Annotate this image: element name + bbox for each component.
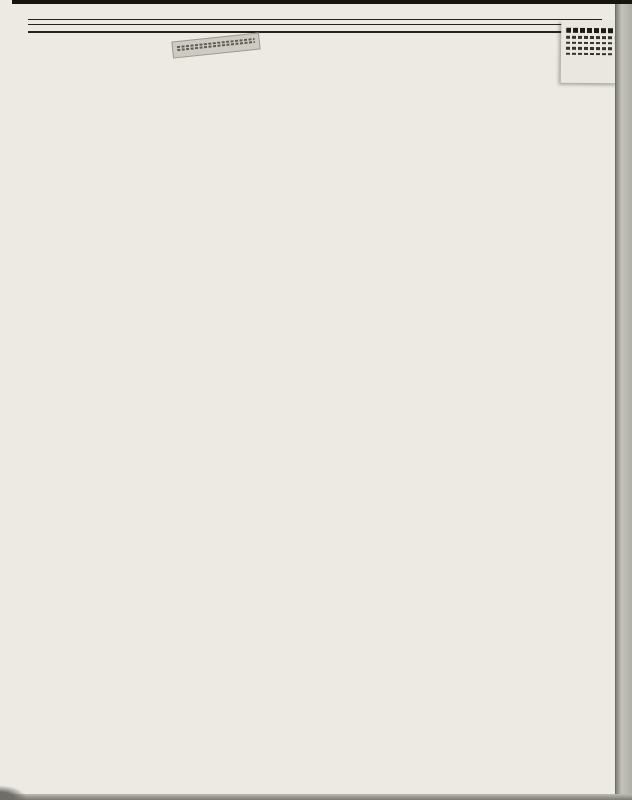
proprietor-rule [28,24,602,25]
classified-columns [28,106,602,794]
fragment-text-line [566,41,614,44]
masthead [28,0,602,33]
scan-right-edge [615,0,632,800]
scan-top-edge [12,0,632,4]
paper-fragment-overlay [561,21,620,84]
dateline-rule [28,31,602,33]
fragment-text-line [566,47,614,50]
fragment-text-line [566,53,614,56]
fragment-text-line [566,28,614,34]
library-stamp-overlay [171,32,260,58]
masthead-rule [28,19,602,20]
fragment-text-line [566,36,614,39]
scan-corner-shadow [0,784,30,800]
scan-bottom-edge [0,794,632,800]
